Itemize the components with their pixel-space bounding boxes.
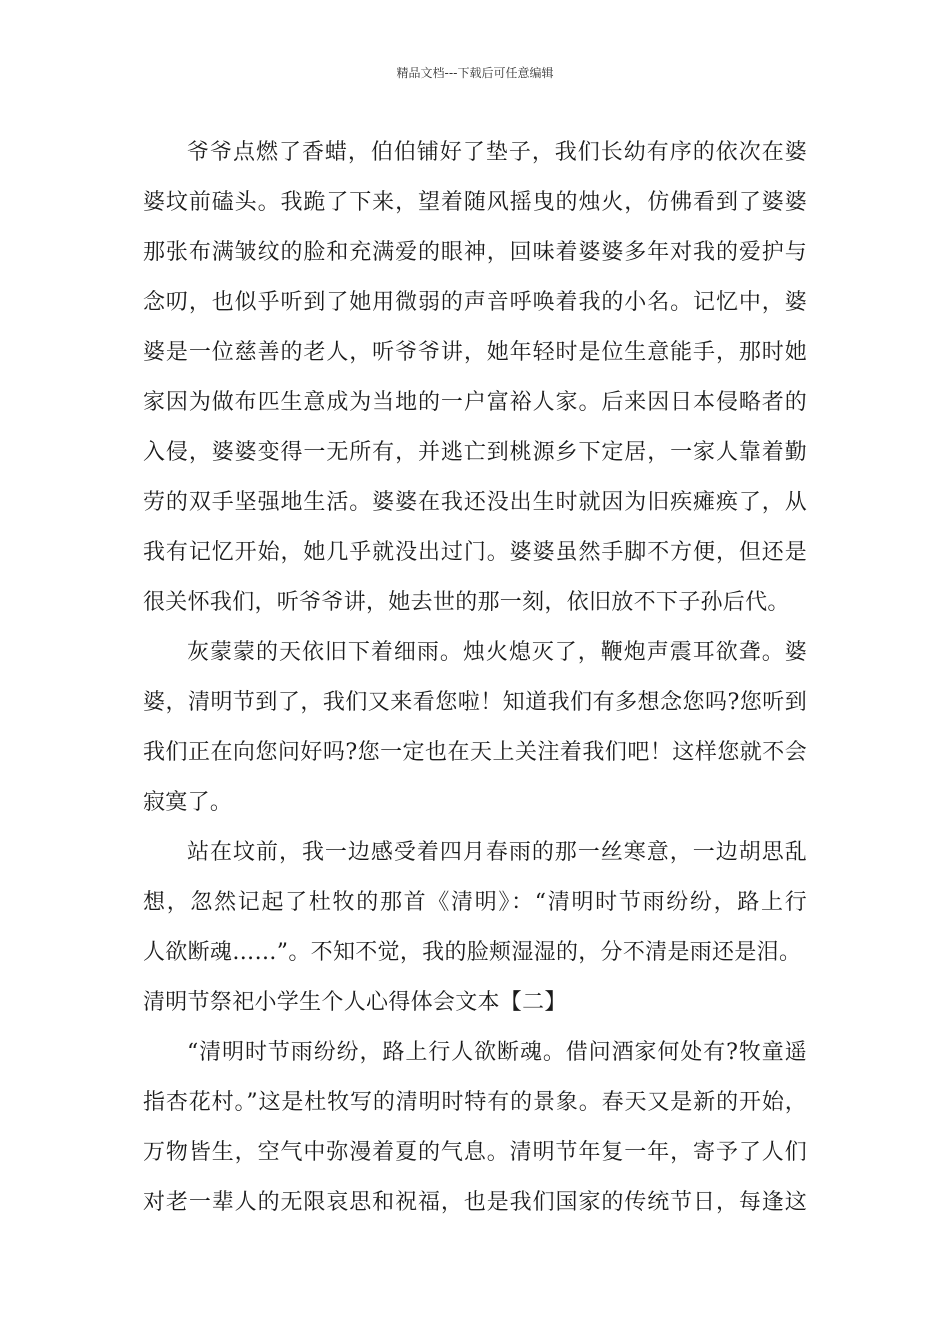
text-line: 对老一辈人的无限哀思和祝福，也是我们国家的传统节日，每逢这	[143, 1190, 807, 1215]
text-line: 我们正在向您问好吗?您一定也在天上关注着我们吧！这样您就不会	[143, 740, 807, 765]
text-line: 灰蒙蒙的天依旧下着细雨。烛火熄灭了，鞭炮声震耳欲聋。婆	[187, 640, 807, 665]
text-line: 念叨，也似乎听到了她用微弱的声音呼唤着我的小名。记忆中，婆	[143, 290, 807, 315]
text-line: 想，忽然记起了杜牧的那首《清明》：“清明时节雨纷纷，路上行	[143, 890, 807, 915]
text-line: 寂寞了。	[143, 790, 233, 815]
text-line: 指杏花村。”这是杜牧写的清明时特有的景象。春天又是新的开始，	[143, 1090, 807, 1115]
text-line: 爷爷点燃了香蜡，伯伯铺好了垫子，我们长幼有序的依次在婆	[187, 140, 807, 165]
text-line: 那张布满皱纹的脸和充满爱的眼神，回味着婆婆多年对我的爱护与	[143, 240, 807, 265]
section-heading: 清明节祭祀小学生个人心得体会文本【二】	[143, 990, 567, 1015]
text-line: “清明时节雨纷纷，路上行人欲断魂。借问酒家何处有?牧童遥	[187, 1040, 807, 1065]
page-header: 精品文档---下载后可任意编辑	[396, 66, 554, 80]
text-line: 人欲断魂……”。不知不觉，我的脸颊湿湿的，分不清是雨还是泪。	[143, 940, 802, 965]
text-line: 入侵，婆婆变得一无所有，并逃亡到桃源乡下定居，一家人靠着勤	[143, 440, 807, 465]
text-line: 万物皆生，空气中弥漫着夏的气息。清明节年复一年，寄予了人们	[143, 1140, 807, 1165]
text-line: 婆，清明节到了，我们又来看您啦！知道我们有多想念您吗?您听到	[143, 690, 807, 715]
text-line: 站在坟前，我一边感受着四月春雨的那一丝寒意，一边胡思乱	[187, 840, 807, 865]
body-text	[143, 128, 807, 1228]
text-line: 婆是一位慈善的老人，听爷爷讲，她年轻时是位生意能手，那时她	[143, 340, 807, 365]
text-line: 我有记忆开始，她几乎就没出过门。婆婆虽然手脚不方便，但还是	[143, 540, 807, 565]
text-line: 婆坟前磕头。我跪了下来，望着随风摇曳的烛火，仿佛看到了婆婆	[143, 190, 807, 215]
text-line: 劳的双手坚强地生活。婆婆在我还没出生时就因为旧疾瘫痪了，从	[143, 490, 807, 515]
text-line: 家因为做布匹生意成为当地的一户富裕人家。后来因日本侵略者的	[143, 390, 807, 415]
text-line: 很关怀我们，听爷爷讲，她去世的那一刻，依旧放不下子孙后代。	[143, 590, 790, 615]
